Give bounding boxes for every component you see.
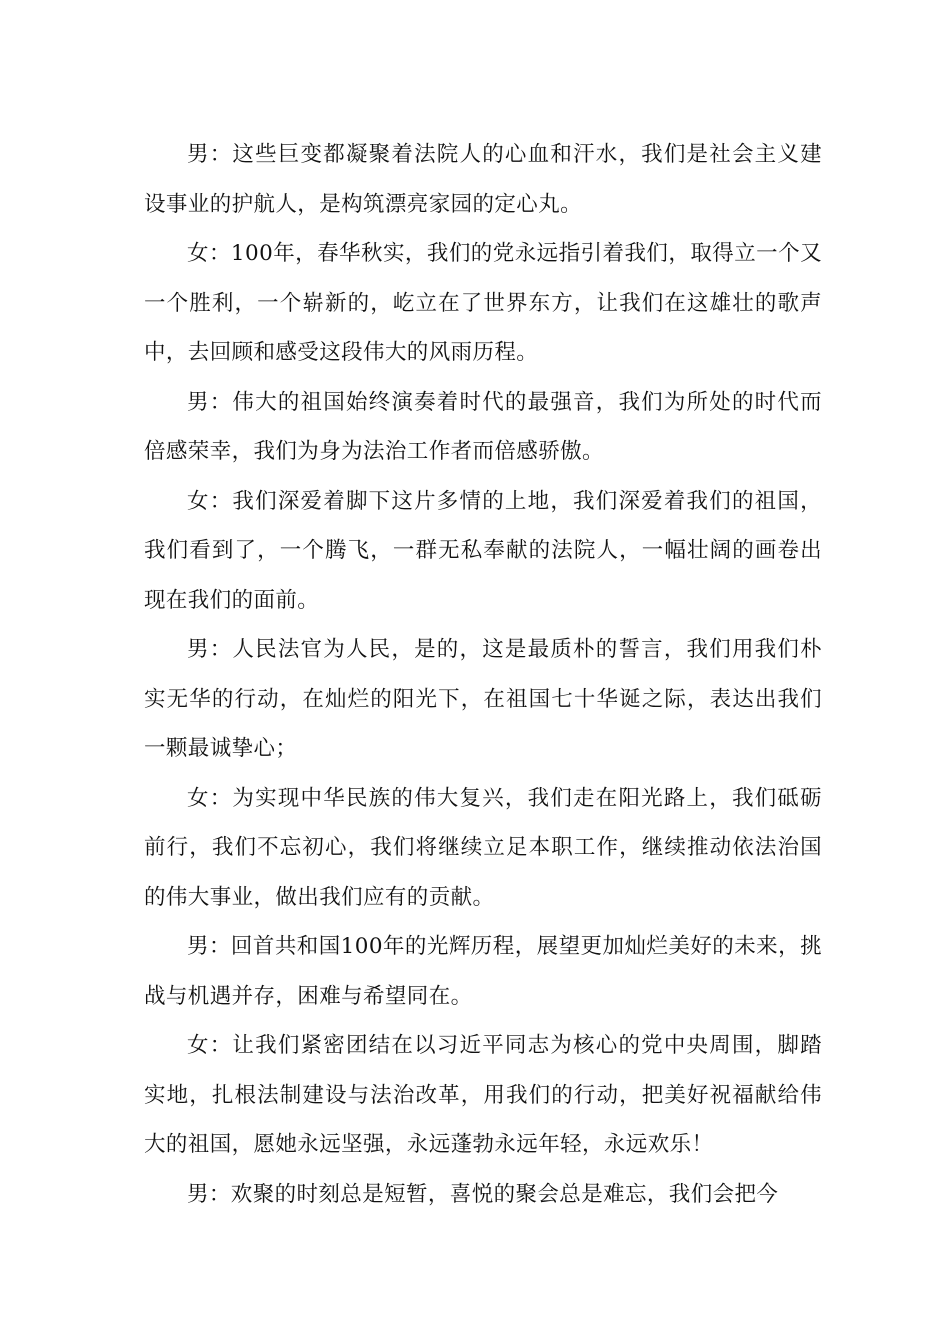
paragraph-5: 男：人民法官为人民，是的，这是最质朴的誓言，我们用我们朴实无华的行动，在灿烂的阳光下，在祖国七十华诞之际，表达出我们一颗最诚挚心； — [144, 637, 822, 761]
paragraph-6: 女：为实现中华民族的伟大复兴，我们走在阳光路上，我们砥砺前行，我们不忘初心，我们将继续立足本职工作，继续推动依法治国的伟大事业，做出我们应有的贡献。 — [144, 785, 822, 910]
paragraph-9: 男：欢聚的时刻总是短暂，喜悦的聚会总是难忘，我们会把今 — [187, 1181, 779, 1207]
paragraph-8: 女：让我们紧密团结在以习近平同志为核心的党中央周围，脚踏实地，扎根法制建设与法治改革，用我们的行动，把美好祝福献给伟大的祖国，愿她永远坚强，永远蓬勃永远年轻，永远欢乐！ — [144, 1033, 822, 1157]
paragraph-3: 男：伟大的祖国始终演奏着时代的最强音，我们为所处的时代而倍感荣幸，我们为身为法治工作者而倍感骄傲。 — [144, 389, 822, 464]
document-body — [144, 130, 822, 1219]
paragraph-1: 男：这些巨变都凝聚着法院人的心血和汗水，我们是社会主义建设事业的护航人，是构筑漂亮家园的定心丸。 — [144, 142, 822, 217]
paragraph-2: 女：100年，春华秋实，我们的党永远指引着我们，取得立一个又一个胜利，一个崭新的，屹立在了世界东方，让我们在这雄壮的歌声中，去回顾和感受这段伟大的风雨历程。 — [144, 241, 822, 365]
paragraph-4: 女：我们深爱着脚下这片多情的上地，我们深爱着我们的祖国，我们看到了，一个腾飞，一群无私奉献的法院人，一幅壮阔的画卷出现在我们的面前。 — [144, 488, 822, 613]
paragraph-7: 男：回首共和国100年的光辉历程，展望更加灿烂美好的未来，挑战与机遇并存，困难与希望同在。 — [144, 934, 822, 1009]
